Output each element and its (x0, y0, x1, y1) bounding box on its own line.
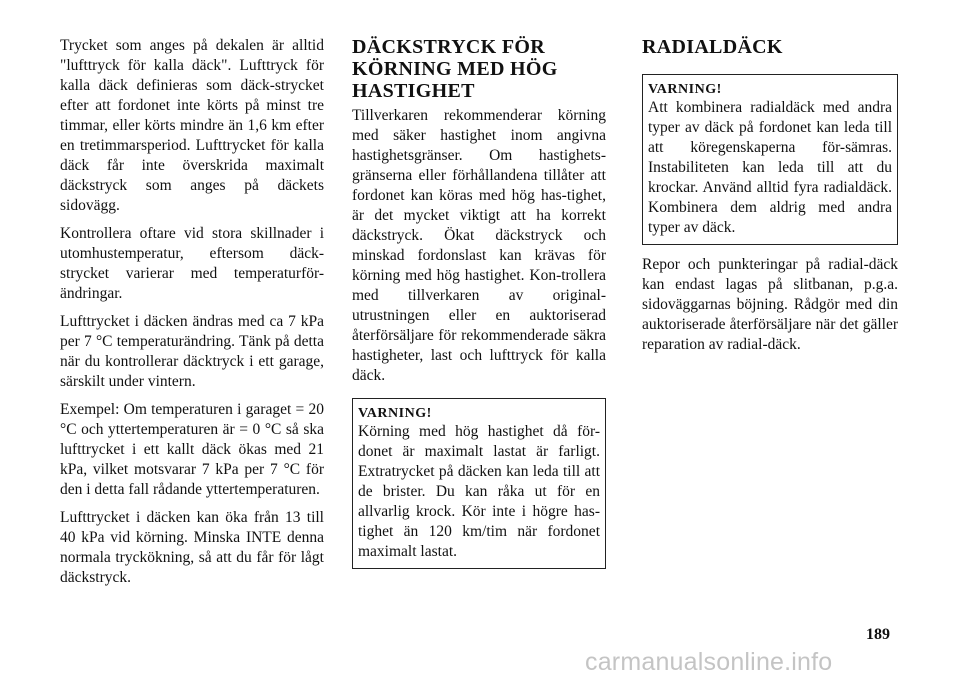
column-right (642, 36, 898, 363)
column-left (60, 36, 324, 596)
warning-title: VARNING! (358, 406, 432, 421)
paragraph-pressure-change: Lufttrycket i däcken ändras med ca 7 kPa per 7 °C temperaturändring. Tänk på detta när du kontrollerar däcktryck i ett garage, särskilt under vintern. (60, 313, 324, 390)
paragraph-example: Exempel: Om temperaturen i garaget = 20 °C och yttertemperaturen är = 0 °C så ska lufttrycket i ett kallt däck ökas med 21 kPa, vilket motsvarar 7 kPa per 7 °C för den i detta fall rådande yttertemperaturen. (60, 401, 324, 498)
warning-box-high-speed (352, 398, 606, 569)
watermark: carmanualsonline.info (585, 648, 833, 676)
paragraph-cold-tire-pressure: Trycket som anges på dekalen är alltid "lufttryck för kalla däck". Lufttryck för kalla däck definieras som däck-strycket efter att fordonet inte körts på minst tre timmar, eller körts mindre än 1,6 km efter en tretimmarsperiod. Lufttrycket för kalla däck får inte överskrida maximalt däckstryck som anges på däckets sidovägg. (60, 37, 324, 214)
warning-text: Att kombinera radialdäck med andra typer av däck på fordonet kan leda till att köregenskaperna för-sämras. Instabiliteten kan leda till att du krockar. Använd alltid fyra radialdäck. Kombinera dem aldrig med andra typer av däck. (648, 99, 892, 236)
paragraph-driving-increase: Lufttrycket i däcken kan öka från 13 till 40 kPa vid körning. Minska INTE denna normala tryckökning, så att du får för lågt däckstryck. (60, 509, 324, 586)
warning-text: Körning med hög hastighet då för-donet är maximalt lastat är farligt. Extratrycket på däcken kan leda till att de brister. Du kan råka ut för en allvarlig krock. Kör inte i högre has-tighet än 120 km/tim när fordonet maximalt lastat. (358, 423, 600, 560)
page-number: 189 (866, 626, 890, 643)
paragraph-high-speed: Tillverkaren rekommenderar körning med säker hastighet inom angivna hastighetsgränser. Om hastighets-gränserna eller förhållandena tillåter att fordonet kan köras med hög has-tighet, är det mycket viktigt att ha korrekt däckstryck. Ökat däckstryck och minskad fordonslast kan krävas för körning med hög hastighet. Kon-trollera med tillverkaren av original-utrustningen eller en auktoriserad återförsäljare för rekommenderade säkra hastigheter, last och lufttryck för kalla däck. (352, 107, 606, 384)
column-middle (352, 36, 606, 579)
paragraph-check-often: Kontrollera oftare vid stora skillnader i utomhustemperatur, eftersom däck-strycket varierar med temperaturför-ändringar. (60, 225, 324, 302)
warning-box-radial (642, 74, 898, 245)
section-heading-high-speed: DÄCKSTRYCK FÖR KÖRNING MED HÖG HASTIGHET (352, 36, 558, 102)
section-heading-radial: RADIALDÄCK (642, 36, 783, 58)
paragraph-radial-repair: Repor och punkteringar på radial-däck kan endast lagas på slitbanan, p.g.a. sidoväggarnas böjning. Rådgör med din auktoriserade återförsäljare när det gäller reparation av radial-däck. (642, 256, 898, 353)
warning-title: VARNING! (648, 82, 722, 97)
